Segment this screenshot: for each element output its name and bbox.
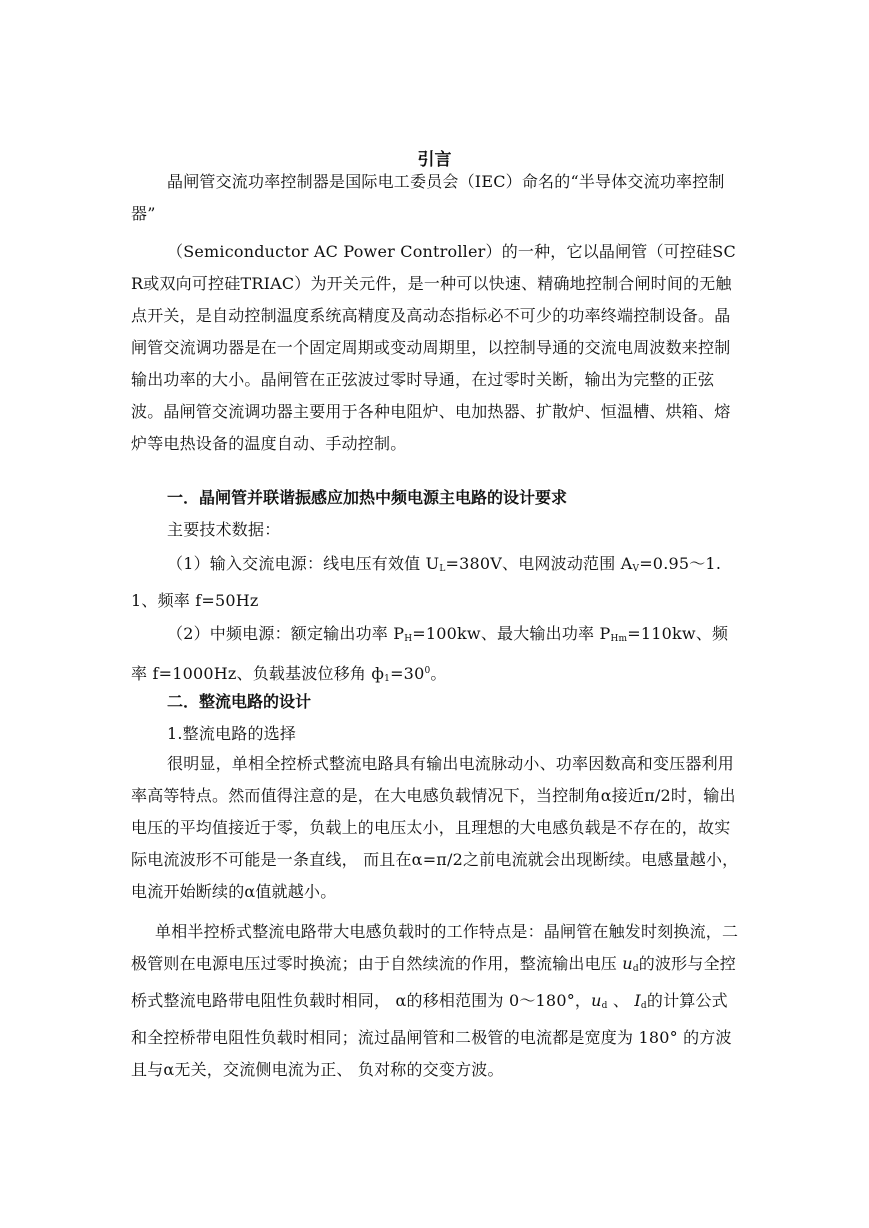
paragraph-full-bridge: 很明显，单相全控桥式整流电路具有输出电流脉动小、功率因数高和变压器利用率高等特点。然而值得注意的是，在大电感负载情况下，当控制角α接近π/2时，输出电压的平均值接近于零，负载上的电压太小，且理想的大电感负载是不存在的，故实际电流波形不可能是一条直线， 而且在α=π/2之前电流就会出现断续。电感量越小，电流开始断续的α值就越小。 <box>131 754 739 901</box>
spec-item-2 <box>131 618 739 695</box>
spec1-sub-l: L <box>439 564 446 574</box>
para3-u2-sub: d <box>601 1001 608 1011</box>
para3-u2: u <box>591 991 602 1010</box>
para3-part2: 的波形与全控桥式整流电路带电阻性负载时相同， α的移相范围为 0～180°， <box>131 954 736 1010</box>
para3-part3: 、 <box>607 991 635 1010</box>
section2-heading: 二．整流电路的设计 <box>167 692 312 711</box>
para3-u: u <box>622 954 633 973</box>
subsection-heading: 1.整流电路的选择 <box>167 724 297 743</box>
spec1-rest: =0.95～1.1、频率 f=50Hz <box>131 554 722 610</box>
para3-i: I <box>634 991 641 1010</box>
para3-part4: 的计算公式和全控桥带电阻性负载时相同；流过晶闸管和二极管的电流都是宽度为 180° 的方波且与α无关，交流侧电流为正、 负对称的交变方波。 <box>131 991 732 1079</box>
spec2-prefix: （2）中频电源：额定输出功率 P <box>167 624 405 643</box>
page-title: 引言 <box>417 150 452 170</box>
para3-i-sub: d <box>640 1001 647 1011</box>
para3-part1: 单相半控桥式整流电路带大电感负载时的工作特点是：晶闸管在触发时刻换流，二极管则在电源电压过零时换流；由于自然续流的作用，整流输出电压 <box>131 922 739 973</box>
spec2-sub-hm: Hm <box>610 634 628 644</box>
section1-intro: 主要技术数据： <box>167 520 281 539</box>
spec2-sub-h: H <box>404 634 413 644</box>
spec2-end: 。 <box>430 664 447 683</box>
spec1-mid: =380V、电网波动范围 A <box>445 554 633 573</box>
spec1-sub-v: V <box>632 564 640 574</box>
spec1-prefix: （1）输入交流电源：线电压有效值 U <box>167 554 440 573</box>
spec2-mid2: =110kw、频率 f=1000Hz、负载基波位移角 ф <box>131 624 729 683</box>
section1-heading: 一．晶闸管并联谐振感应加热中频电源主电路的设计要求 <box>167 488 568 507</box>
para3-u-sub: d <box>632 964 639 974</box>
spec2-mid3: =30 <box>390 664 425 683</box>
spec2-sup: 0 <box>424 666 431 676</box>
intro-paragraph: （Semiconductor AC Power Controller）的一种，它以晶闸管（可控硅SCR或双向可控硅TRIAC）为开关元件，是一种可以快速、精确地控制合闸时间的无触点开关，是自动控制温度系统高精度及高动态指标必不可少的功率终端控制设备。晶闸管交流调功器是在一个固定周期或变动周期里，以控制导通的交流电周波数来控制输出功率的大小。晶闸管在正弦波过零时导通，在过零时关断，输出为完整的正弦波。晶闸管交流调功器主要用于各种电阻炉、电加热器、扩散炉、恒温槽、烘箱、熔炉等电热设备的温度自动、手动控制。 <box>131 242 736 453</box>
spec2-mid1: =100kw、最大输出功率 P <box>412 624 611 643</box>
paragraph-half-bridge <box>131 916 739 1086</box>
spec2-sub-1: 1 <box>384 674 391 684</box>
intro-line: 晶闸管交流功率控制器是国际电工委员会（IEC）命名的“半导体交流功率控制器” <box>131 172 725 223</box>
spec-item-1 <box>131 548 739 617</box>
